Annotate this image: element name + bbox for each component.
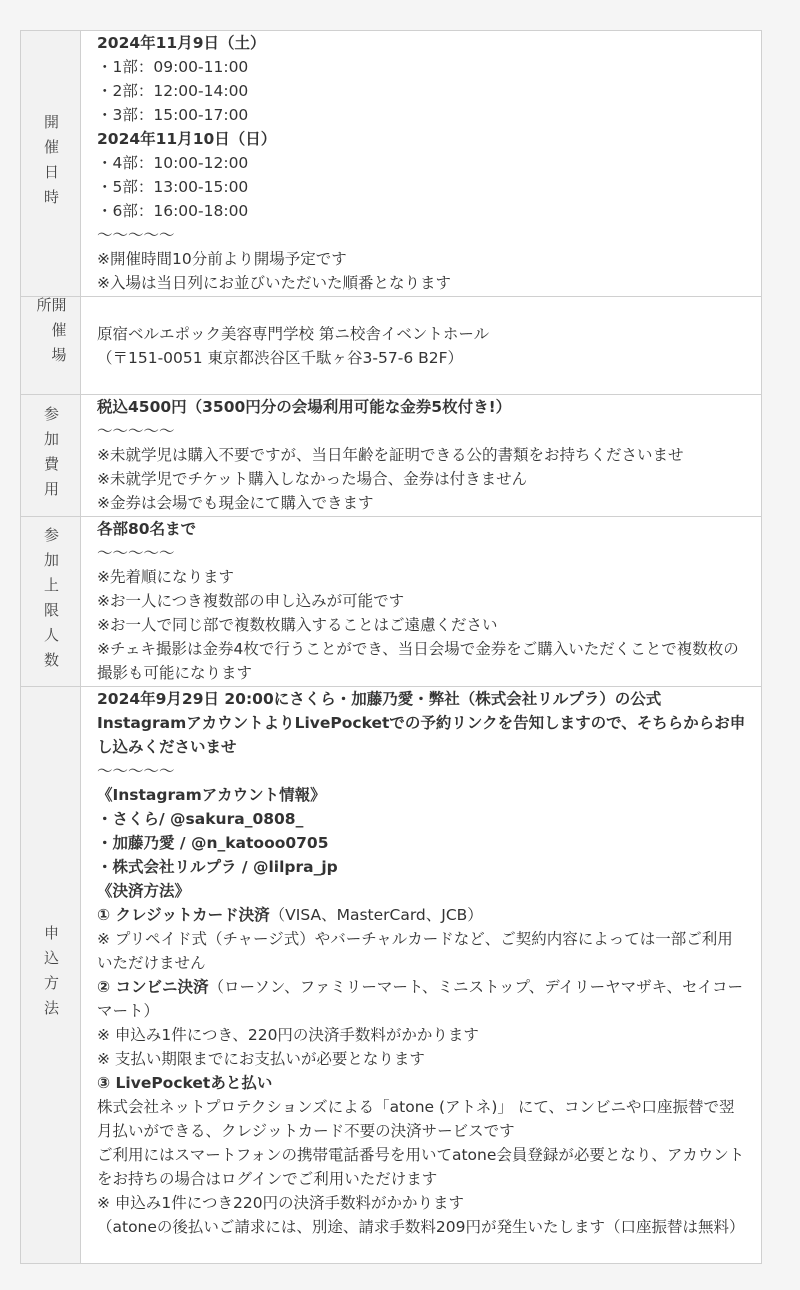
- note-line: ※チェキ撮影は金券4枚で行うことができ、当日会場で金券をご購入いただくことで複数枚の撮影も可能になります: [97, 640, 739, 682]
- note-line: ※未就学児でチケット購入しなかった場合、金券は付きません: [97, 470, 528, 488]
- note-line: ※ 申込み1件につき220円の決済手数料がかかります: [97, 1194, 465, 1212]
- instagram-account: ・株式会社リルプラ / @lilpra_jp: [97, 858, 338, 876]
- row-header: [21, 31, 81, 296]
- table-row: [21, 394, 761, 516]
- session-line: ・4部：10:00-12:00: [97, 154, 249, 172]
- session-line: ・6部：16:00-18:00: [97, 202, 249, 220]
- instagram-account: ・さくら/ @sakura_0808_: [97, 810, 304, 828]
- note-line: （atoneの後払いご請求には、別途、請求手数料209円が発生いたします（口座振替は無料）: [97, 1218, 745, 1236]
- row-content: [81, 687, 761, 1263]
- payment-description: ご利用にはスマートフォンの携帯電話番号を用いてatone会員登録が必要となり、アカウントをお持ちの場合はログインでご利用いただけます: [97, 1146, 745, 1188]
- note-line: ※金券は会場でも現金にて購入できます: [97, 494, 374, 512]
- note-line: ※お一人につき複数部の申し込みが可能です: [97, 592, 405, 610]
- row-header: [21, 395, 81, 516]
- row-header: [21, 687, 81, 1263]
- event-info-table: [20, 30, 762, 1264]
- note-line: ※お一人で同じ部で複数枚購入することはご遠慮ください: [97, 616, 498, 634]
- table-row: [21, 296, 761, 394]
- divider-line: 〜〜〜〜〜: [97, 422, 175, 440]
- table-row: [21, 31, 761, 296]
- payment-option-detail: （ローソン、ファミリーマート、ミニストップ、デイリーヤマザキ、セイコーマート）: [97, 978, 743, 1020]
- payment-option-title: ① クレジットカード決済: [97, 906, 270, 924]
- application-intro: 2024年9月29日 20:00にさくら・加藤乃愛・弊社（株式会社リルプラ）の公式InstagramアカウントよりLivePocketでの予約リンクを告知しますので、そちらからお申し込みくださいませ: [97, 690, 746, 756]
- payment-option: [97, 903, 747, 927]
- divider-line: 〜〜〜〜〜: [97, 544, 175, 562]
- venue-address: （〒151-0051 東京都渋谷区千駄ヶ谷3-57-6 B2F）: [97, 348, 464, 367]
- payment-heading: 《決済方法》: [97, 882, 191, 900]
- instagram-account: ・加藤乃愛 / @n_katooo0705: [97, 834, 329, 852]
- session-line: ・5部：13:00-15:00: [97, 178, 249, 196]
- note-line: ※開催時間10分前より開場予定です: [97, 250, 347, 268]
- payment-option-title: ② コンビニ決済: [97, 978, 209, 996]
- session-line: ・2部：12:00-14:00: [97, 82, 249, 100]
- payment-option: [97, 975, 747, 1023]
- session-line: ・3部：15:00-17:00: [97, 106, 249, 124]
- payment-option-title: ③ LivePocketあと払い: [97, 1074, 273, 1092]
- date-heading: 2024年11月9日（土）: [97, 34, 266, 52]
- table-row: [21, 686, 761, 1263]
- row-content: [81, 297, 761, 394]
- divider-line: 〜〜〜〜〜: [97, 226, 175, 244]
- row-header-label: 申込方法: [42, 925, 60, 1025]
- note-line: ※入場は当日列にお並びいただいた順番となります: [97, 274, 451, 292]
- row-content: [81, 31, 761, 296]
- row-header-label: 参加費用: [42, 405, 60, 506]
- venue-name: 原宿ベルエポック美容専門学校 第ニ校舎イベントホール: [97, 324, 490, 343]
- row-header-label: 開催場所: [34, 297, 68, 372]
- row-content: [81, 517, 761, 686]
- table-row: [21, 516, 761, 686]
- row-header-label: 参加上限人数: [42, 526, 60, 677]
- divider-line: 〜〜〜〜〜: [97, 762, 175, 780]
- row-header: [21, 517, 81, 686]
- date-heading: 2024年11月10日（日）: [97, 130, 277, 148]
- row-content: [81, 395, 761, 516]
- payment-option-detail: （VISA、MasterCard、JCB）: [269, 906, 483, 924]
- note-line: ※ 申込み1件につき、220円の決済手数料がかかります: [97, 1026, 479, 1044]
- note-line: ※ 支払い期限までにお支払いが必要となります: [97, 1050, 425, 1068]
- capacity-line: 各部80名まで: [97, 520, 197, 538]
- note-line: ※未就学児は購入不要ですが、当日年齢を証明できる公的書類をお持ちくださいませ: [97, 446, 684, 464]
- row-header-label: 開催日時: [42, 113, 60, 214]
- session-line: ・1部：09:00-11:00: [97, 58, 249, 76]
- note-line: ※ プリペイド式（チャージ式）やバーチャルカードなど、ご契約内容によっては一部ご利用いただけません: [97, 930, 733, 972]
- row-header: [21, 297, 81, 394]
- payment-description: 株式会社ネットプロテクションズによる「atone (アトネ)」 にて、コンビニや口座振替で翌月払いができる、クレジットカード不要の決済サービスです: [97, 1098, 735, 1140]
- instagram-heading: 《Instagramアカウント情報》: [97, 786, 326, 804]
- price-line: 税込4500円（3500円分の会場利用可能な金券5枚付き!）: [97, 398, 512, 416]
- note-line: ※先着順になります: [97, 568, 234, 586]
